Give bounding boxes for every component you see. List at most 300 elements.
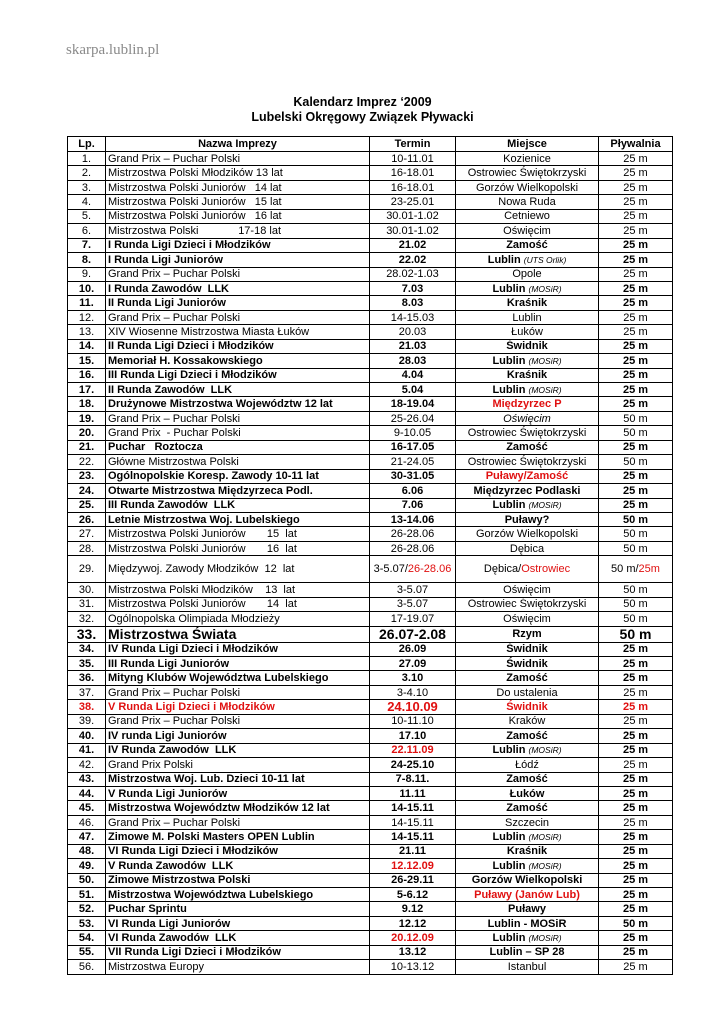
cell-pool — [599, 786, 673, 800]
cell-lp: 34. — [68, 642, 106, 656]
cell-pool — [599, 945, 673, 959]
place-text: Zamość — [506, 441, 548, 454]
cell-name: V Runda Ligi Juniorów — [106, 786, 370, 800]
cell-name: III Runda Ligi Juniorów — [106, 657, 370, 671]
cell-date: 22.11.09 — [370, 743, 456, 757]
cell-lp: 55. — [68, 945, 106, 959]
place-text: Rzym — [512, 628, 542, 641]
cell-pool — [599, 281, 673, 295]
cell-pool — [599, 859, 673, 873]
cell-date: 20.12.09 — [370, 931, 456, 945]
place-text: Ostrowiec Świętokrzyski — [467, 167, 587, 180]
cell-lp: 23. — [68, 469, 106, 483]
cell-lp: 20. — [68, 426, 106, 440]
cell-name: Letnie Mistrzostwa Woj. Lubelskiego — [106, 512, 370, 526]
place-note: (MOSiR) — [528, 933, 562, 944]
cell-place — [456, 786, 599, 800]
place-text: Łódź — [515, 758, 539, 771]
cell-place — [456, 469, 599, 483]
cell-pool — [599, 383, 673, 397]
table-header-row — [68, 137, 673, 152]
cell-place — [456, 152, 599, 166]
table-row — [68, 597, 673, 611]
cell-place — [456, 801, 599, 815]
cell-place — [456, 310, 599, 324]
place-text: Lublin — [487, 253, 521, 266]
table-row — [68, 209, 673, 223]
cell-name: II Runda Ligi Dzieci i Młodzików — [106, 339, 370, 353]
place-text: Lublin — [492, 354, 526, 367]
cell-date: 26-29.11 — [370, 873, 456, 887]
cell-date: 26.09 — [370, 642, 456, 656]
cell-date: 3-5.07 — [370, 597, 456, 611]
cell-pool — [599, 339, 673, 353]
cell-lp: 18. — [68, 397, 106, 411]
cell-date: 21.03 — [370, 339, 456, 353]
cell-place — [456, 657, 599, 671]
cell-pool — [599, 597, 673, 611]
cell-name: Grand Prix – Puchar Polski — [106, 310, 370, 324]
cell-place — [456, 945, 599, 959]
pool-text: 25 m — [622, 874, 649, 887]
cell-name: VII Runda Ligi Dzieci i Młodzików — [106, 945, 370, 959]
cell-name: II Runda Zawodów LLK — [106, 383, 370, 397]
pool-text: 25 m — [622, 354, 649, 367]
cell-place — [456, 209, 599, 223]
cell-pool — [599, 512, 673, 526]
pool-text: 25 m — [623, 196, 648, 209]
cell-name: Drużynowe Mistrzostwa Województw 12 lat — [106, 397, 370, 411]
cell-date: 14-15.03 — [370, 310, 456, 324]
table-row — [68, 281, 673, 295]
cell-place — [456, 166, 599, 180]
place-text: Oświęcim — [503, 224, 551, 237]
pool-text: 25 m — [622, 744, 649, 757]
cell-lp: 5. — [68, 209, 106, 223]
table-row — [68, 383, 673, 397]
cell-lp: 36. — [68, 671, 106, 685]
cell-name: Mistrzostwa Polski Młodzików 13 lat — [106, 583, 370, 597]
cell-date: 17-19.07 — [370, 612, 456, 626]
cell-date: 14-15.11 — [370, 815, 456, 829]
place-note: (UTS Orlik) — [523, 254, 567, 265]
place-text: Oświęcim — [503, 612, 551, 625]
cell-place — [456, 354, 599, 368]
cell-name: VI Runda Ligi Juniorów — [106, 916, 370, 930]
pool-text: 25 m — [622, 282, 649, 295]
table-row — [68, 583, 673, 597]
cell-place — [456, 541, 599, 555]
cell-name: Grand Prix – Puchar Polski — [106, 714, 370, 728]
cell-name: Grand Prix - Puchar Polski — [106, 426, 370, 440]
cell-lp: 2. — [68, 166, 106, 180]
cell-date: 28.02-1.03 — [370, 267, 456, 281]
cell-name: III Runda Ligi Dzieci i Młodzików — [106, 368, 370, 382]
cell-name: VI Runda Zawodów LLK — [106, 931, 370, 945]
pool-text: 50 m — [622, 917, 649, 930]
table-row — [68, 426, 673, 440]
cell-pool — [599, 583, 673, 597]
cell-lp: 1. — [68, 152, 106, 166]
header-date: Termin — [370, 137, 456, 152]
pool-text: 25 m — [622, 903, 649, 916]
cell-pool — [599, 626, 673, 642]
cell-name: I Runda Ligi Dzieci i Młodzików — [106, 238, 370, 252]
cell-lp: 49. — [68, 859, 106, 873]
cell-pool — [599, 931, 673, 945]
cell-pool — [599, 743, 673, 757]
table-row — [68, 801, 673, 815]
cell-lp: 32. — [68, 612, 106, 626]
cell-pool — [599, 310, 673, 324]
cell-name: Mityng Klubów Województwa Lubelskiego — [106, 671, 370, 685]
place-text: Świdnik — [506, 657, 548, 670]
cell-date: 24.10.09 — [370, 700, 456, 714]
table-row — [68, 685, 673, 699]
cell-name: Grand Prix – Puchar Polski — [106, 267, 370, 281]
cell-name: Grand Prix – Puchar Polski — [106, 685, 370, 699]
cell-name: Zimowe Mistrzostwa Polski — [106, 873, 370, 887]
cell-place — [456, 671, 599, 685]
table-row — [68, 440, 673, 454]
pool-text: 25 m — [623, 816, 648, 829]
cell-date: 4.04 — [370, 368, 456, 382]
cell-lp: 47. — [68, 830, 106, 844]
cell-date: 18-19.04 — [370, 397, 456, 411]
place-note: (MOSiR) — [528, 384, 562, 395]
table-row — [68, 310, 673, 324]
cell-pool — [599, 426, 673, 440]
cell-date: 14-15.11 — [370, 830, 456, 844]
cell-lp: 27. — [68, 527, 106, 541]
cell-lp: 45. — [68, 801, 106, 815]
place-text: Kozienice — [503, 152, 551, 165]
cell-date: 22.02 — [370, 253, 456, 267]
table-row — [68, 612, 673, 626]
cell-lp: 38. — [68, 700, 106, 714]
pool-text: 25 m — [623, 960, 648, 973]
cell-pool — [599, 714, 673, 728]
place-text: Do ustalenia — [496, 686, 558, 699]
pool-text: 25 m — [623, 715, 648, 728]
cell-name: Mistrzostwa Świata — [106, 626, 370, 642]
cell-pool — [599, 541, 673, 555]
cell-lp: 26. — [68, 512, 106, 526]
cell-date: 6.06 — [370, 484, 456, 498]
table-row — [68, 714, 673, 728]
cell-lp: 41. — [68, 743, 106, 757]
pool-text: 50 m/ — [611, 563, 639, 576]
place-note: (MOSiR) — [528, 831, 562, 842]
pool-text: 25 m — [622, 340, 649, 353]
watermark: skarpa.lublin.pl — [66, 42, 160, 58]
cell-name: Mistrzostwa Polski Juniorów 14 lat — [106, 180, 370, 194]
place-text: Łuków — [509, 787, 545, 800]
place-text: Kraśnik — [506, 297, 548, 310]
cell-lp: 46. — [68, 815, 106, 829]
pool-text: 25 m — [622, 398, 649, 411]
cell-place — [456, 902, 599, 916]
cell-pool — [599, 888, 673, 902]
cell-place — [456, 484, 599, 498]
table-row — [68, 772, 673, 786]
table-row — [68, 758, 673, 772]
place-text: Lublin — [492, 282, 526, 295]
cell-pool — [599, 411, 673, 425]
cell-pool — [599, 758, 673, 772]
cell-pool — [599, 484, 673, 498]
table-row — [68, 626, 673, 642]
cell-date: 14-15.11 — [370, 801, 456, 815]
cell-lp: 28. — [68, 541, 106, 555]
cell-pool — [599, 960, 673, 974]
place-text: Lublin - MOSiR — [487, 917, 567, 930]
table-row — [68, 368, 673, 382]
cell-date: 24-25.10 — [370, 758, 456, 772]
cell-name: Mistrzostwa Polski Juniorów 15 lat — [106, 195, 370, 209]
header-pool: Pływalnia — [599, 137, 673, 152]
cell-place — [456, 815, 599, 829]
cell-date — [370, 556, 456, 583]
place-text: Świdnik — [506, 643, 548, 656]
place-text: Opole — [512, 268, 542, 281]
cell-pool — [599, 166, 673, 180]
cell-name: Mistrzostwa Woj. Lub. Dzieci 10-11 lat — [106, 772, 370, 786]
table-row — [68, 815, 673, 829]
cell-name: Mistrzostwa Województwa Lubelskiego — [106, 888, 370, 902]
cell-lp: 54. — [68, 931, 106, 945]
cell-name: XIV Wiosenne Mistrzostwa Miasta Łuków — [106, 325, 370, 339]
cell-place — [456, 498, 599, 512]
cell-place — [456, 455, 599, 469]
place-text: Lublin — [492, 744, 526, 757]
cell-name: I Runda Zawodów LLK — [106, 281, 370, 295]
table-row — [68, 541, 673, 555]
cell-pool — [599, 527, 673, 541]
pool-text: 25 m — [623, 181, 648, 194]
cell-name: V Runda Zawodów LLK — [106, 859, 370, 873]
place-text: Zamość — [506, 729, 548, 742]
cell-date: 21.02 — [370, 238, 456, 252]
cell-lp: 6. — [68, 224, 106, 238]
pool-text: 25 m — [622, 499, 649, 512]
cell-pool — [599, 772, 673, 786]
cell-lp: 15. — [68, 354, 106, 368]
cell-name: Mistrzostwa Polski Juniorów 14 lat — [106, 597, 370, 611]
cell-place — [456, 772, 599, 786]
cell-pool — [599, 195, 673, 209]
pool-text: 50 m — [623, 412, 648, 425]
cell-pool — [599, 902, 673, 916]
pool-text: 25 m — [622, 946, 649, 959]
cell-date: 16-18.01 — [370, 166, 456, 180]
place-text: Kraśnik — [506, 845, 548, 858]
cell-place — [456, 729, 599, 743]
cell-lp: 39. — [68, 714, 106, 728]
cell-date: 9-10.05 — [370, 426, 456, 440]
table-row — [68, 729, 673, 743]
table-row — [68, 700, 673, 714]
cell-place — [456, 440, 599, 454]
table-row — [68, 671, 673, 685]
pool-text: 25 m — [622, 859, 649, 872]
place-text: Łuków — [511, 325, 543, 338]
cell-name: Mistrzostwa Polski 17-18 lat — [106, 224, 370, 238]
pool-text: 25 m — [622, 484, 649, 497]
place-text: Międzyrzec P — [492, 398, 562, 411]
table-row — [68, 195, 673, 209]
place-text: Lublin — [492, 932, 526, 945]
cell-pool — [599, 440, 673, 454]
place-text: Gorzów Wielkopolski — [471, 874, 583, 887]
table-row — [68, 527, 673, 541]
cell-name: Mistrzostwa Polski Juniorów 15 lat — [106, 527, 370, 541]
pool-text: 25 m — [622, 787, 649, 800]
cell-pool — [599, 844, 673, 858]
cell-date: 16-18.01 — [370, 180, 456, 194]
pool-text: 25 m — [622, 657, 649, 670]
table-row — [68, 484, 673, 498]
date-part-red: 26-28.06 — [407, 563, 452, 576]
cell-place — [456, 916, 599, 930]
header-place: Miejsce — [456, 137, 599, 152]
pool-text: 50 m — [623, 528, 648, 541]
place-note: (MOSiR) — [528, 355, 562, 366]
cell-date: 8.03 — [370, 296, 456, 310]
pool-text: 50 m — [623, 598, 648, 611]
cell-date: 9.12 — [370, 902, 456, 916]
table-row — [68, 166, 673, 180]
cell-date: 30-31.05 — [370, 469, 456, 483]
cell-date: 7.03 — [370, 281, 456, 295]
cell-place — [456, 296, 599, 310]
table-row — [68, 916, 673, 930]
place-text: Lublin — [492, 830, 526, 843]
cell-place — [456, 758, 599, 772]
table-row — [68, 888, 673, 902]
cell-lp: 4. — [68, 195, 106, 209]
cell-place — [456, 195, 599, 209]
cell-name: VI Runda Ligi Dzieci i Młodzików — [106, 844, 370, 858]
cell-date: 23-25.01 — [370, 195, 456, 209]
cell-name: Mistrzostwa Polski Młodzików 13 lat — [106, 166, 370, 180]
place-text: Zamość — [506, 672, 548, 685]
pool-text: 50 m — [622, 513, 649, 526]
cell-date: 13-14.06 — [370, 512, 456, 526]
cell-name: Mistrzostwa Polski Juniorów 16 lat — [106, 541, 370, 555]
cell-pool — [599, 397, 673, 411]
cell-place — [456, 368, 599, 382]
table-row — [68, 325, 673, 339]
cell-pool — [599, 455, 673, 469]
cell-name: Grand Prix – Puchar Polski — [106, 411, 370, 425]
table-row — [68, 411, 673, 425]
pool-text: 25 m — [622, 802, 649, 815]
cell-lp: 21. — [68, 440, 106, 454]
pool-text: 25 m — [622, 441, 649, 454]
table-row — [68, 180, 673, 194]
page-title: Kalendarz Imprez ‘2009 — [293, 95, 432, 109]
cell-name: II Runda Ligi Juniorów — [106, 296, 370, 310]
cell-lp: 29. — [68, 556, 106, 583]
table-row — [68, 859, 673, 873]
pool-text: 50 m — [619, 626, 652, 643]
cell-place — [456, 612, 599, 626]
place-text: Istanbul — [507, 960, 547, 973]
cell-lp: 3. — [68, 180, 106, 194]
cell-date: 3-4.10 — [370, 685, 456, 699]
place-text: Zamość — [506, 802, 548, 815]
table-row — [68, 512, 673, 526]
cell-name: Mistrzostwa Polski Juniorów 16 lat — [106, 209, 370, 223]
cell-lp: 50. — [68, 873, 106, 887]
cell-lp: 43. — [68, 772, 106, 786]
place-text: Ostrowiec Świętokrzyski — [467, 427, 587, 440]
table-row — [68, 498, 673, 512]
cell-pool — [599, 685, 673, 699]
cell-date: 10-11.01 — [370, 152, 456, 166]
pool-text: 50 m — [623, 542, 648, 555]
cell-date: 12.12.09 — [370, 859, 456, 873]
header-lp: Lp. — [68, 137, 106, 152]
cell-place — [456, 238, 599, 252]
cell-name: Mistrzostwa Europy — [106, 960, 370, 974]
table-row — [68, 354, 673, 368]
cell-name: Puchar Sprintu — [106, 902, 370, 916]
cell-name: IV Runda Zawodów LLK — [106, 743, 370, 757]
place-part-red: Ostrowiec — [521, 563, 571, 576]
cell-name: IV Runda Ligi Dzieci i Młodzików — [106, 642, 370, 656]
place-note: (MOSiR) — [528, 283, 562, 294]
cell-lp: 42. — [68, 758, 106, 772]
table-row — [68, 397, 673, 411]
pool-text: 25 m — [623, 758, 648, 771]
place-text: Puławy/Zamość — [485, 470, 569, 483]
place-text: Puławy (Janów Lub) — [474, 888, 580, 901]
pool-text: 25 m — [623, 167, 648, 180]
cell-place — [456, 873, 599, 887]
cell-date: 27.09 — [370, 657, 456, 671]
cell-date: 30.01-1.02 — [370, 224, 456, 238]
place-text: Lublin – SP 28 — [489, 946, 565, 959]
cell-pool — [599, 916, 673, 930]
cell-lp: 51. — [68, 888, 106, 902]
pool-text: 25 m — [622, 845, 649, 858]
place-note: (MOSiR) — [528, 860, 562, 871]
pool-text: 25 m — [622, 830, 649, 843]
cell-place — [456, 397, 599, 411]
cell-place — [456, 253, 599, 267]
cell-pool — [599, 267, 673, 281]
pool-text: 50 m — [623, 583, 648, 596]
cell-name: Ogólnopolskie Koresp. Zawody 10-11 lat — [106, 469, 370, 483]
table-row — [68, 902, 673, 916]
cell-lp: 19. — [68, 411, 106, 425]
pool-text: 25 m — [622, 701, 649, 714]
cell-pool — [599, 556, 673, 583]
cell-place — [456, 267, 599, 281]
cell-place — [456, 383, 599, 397]
table-row — [68, 253, 673, 267]
table-row — [68, 455, 673, 469]
cell-lp: 53. — [68, 916, 106, 930]
cell-lp: 11. — [68, 296, 106, 310]
cell-lp: 14. — [68, 339, 106, 353]
cell-pool — [599, 830, 673, 844]
cell-pool — [599, 354, 673, 368]
pool-text: 25 m — [622, 369, 649, 382]
pool-text: 25 m — [623, 210, 648, 223]
